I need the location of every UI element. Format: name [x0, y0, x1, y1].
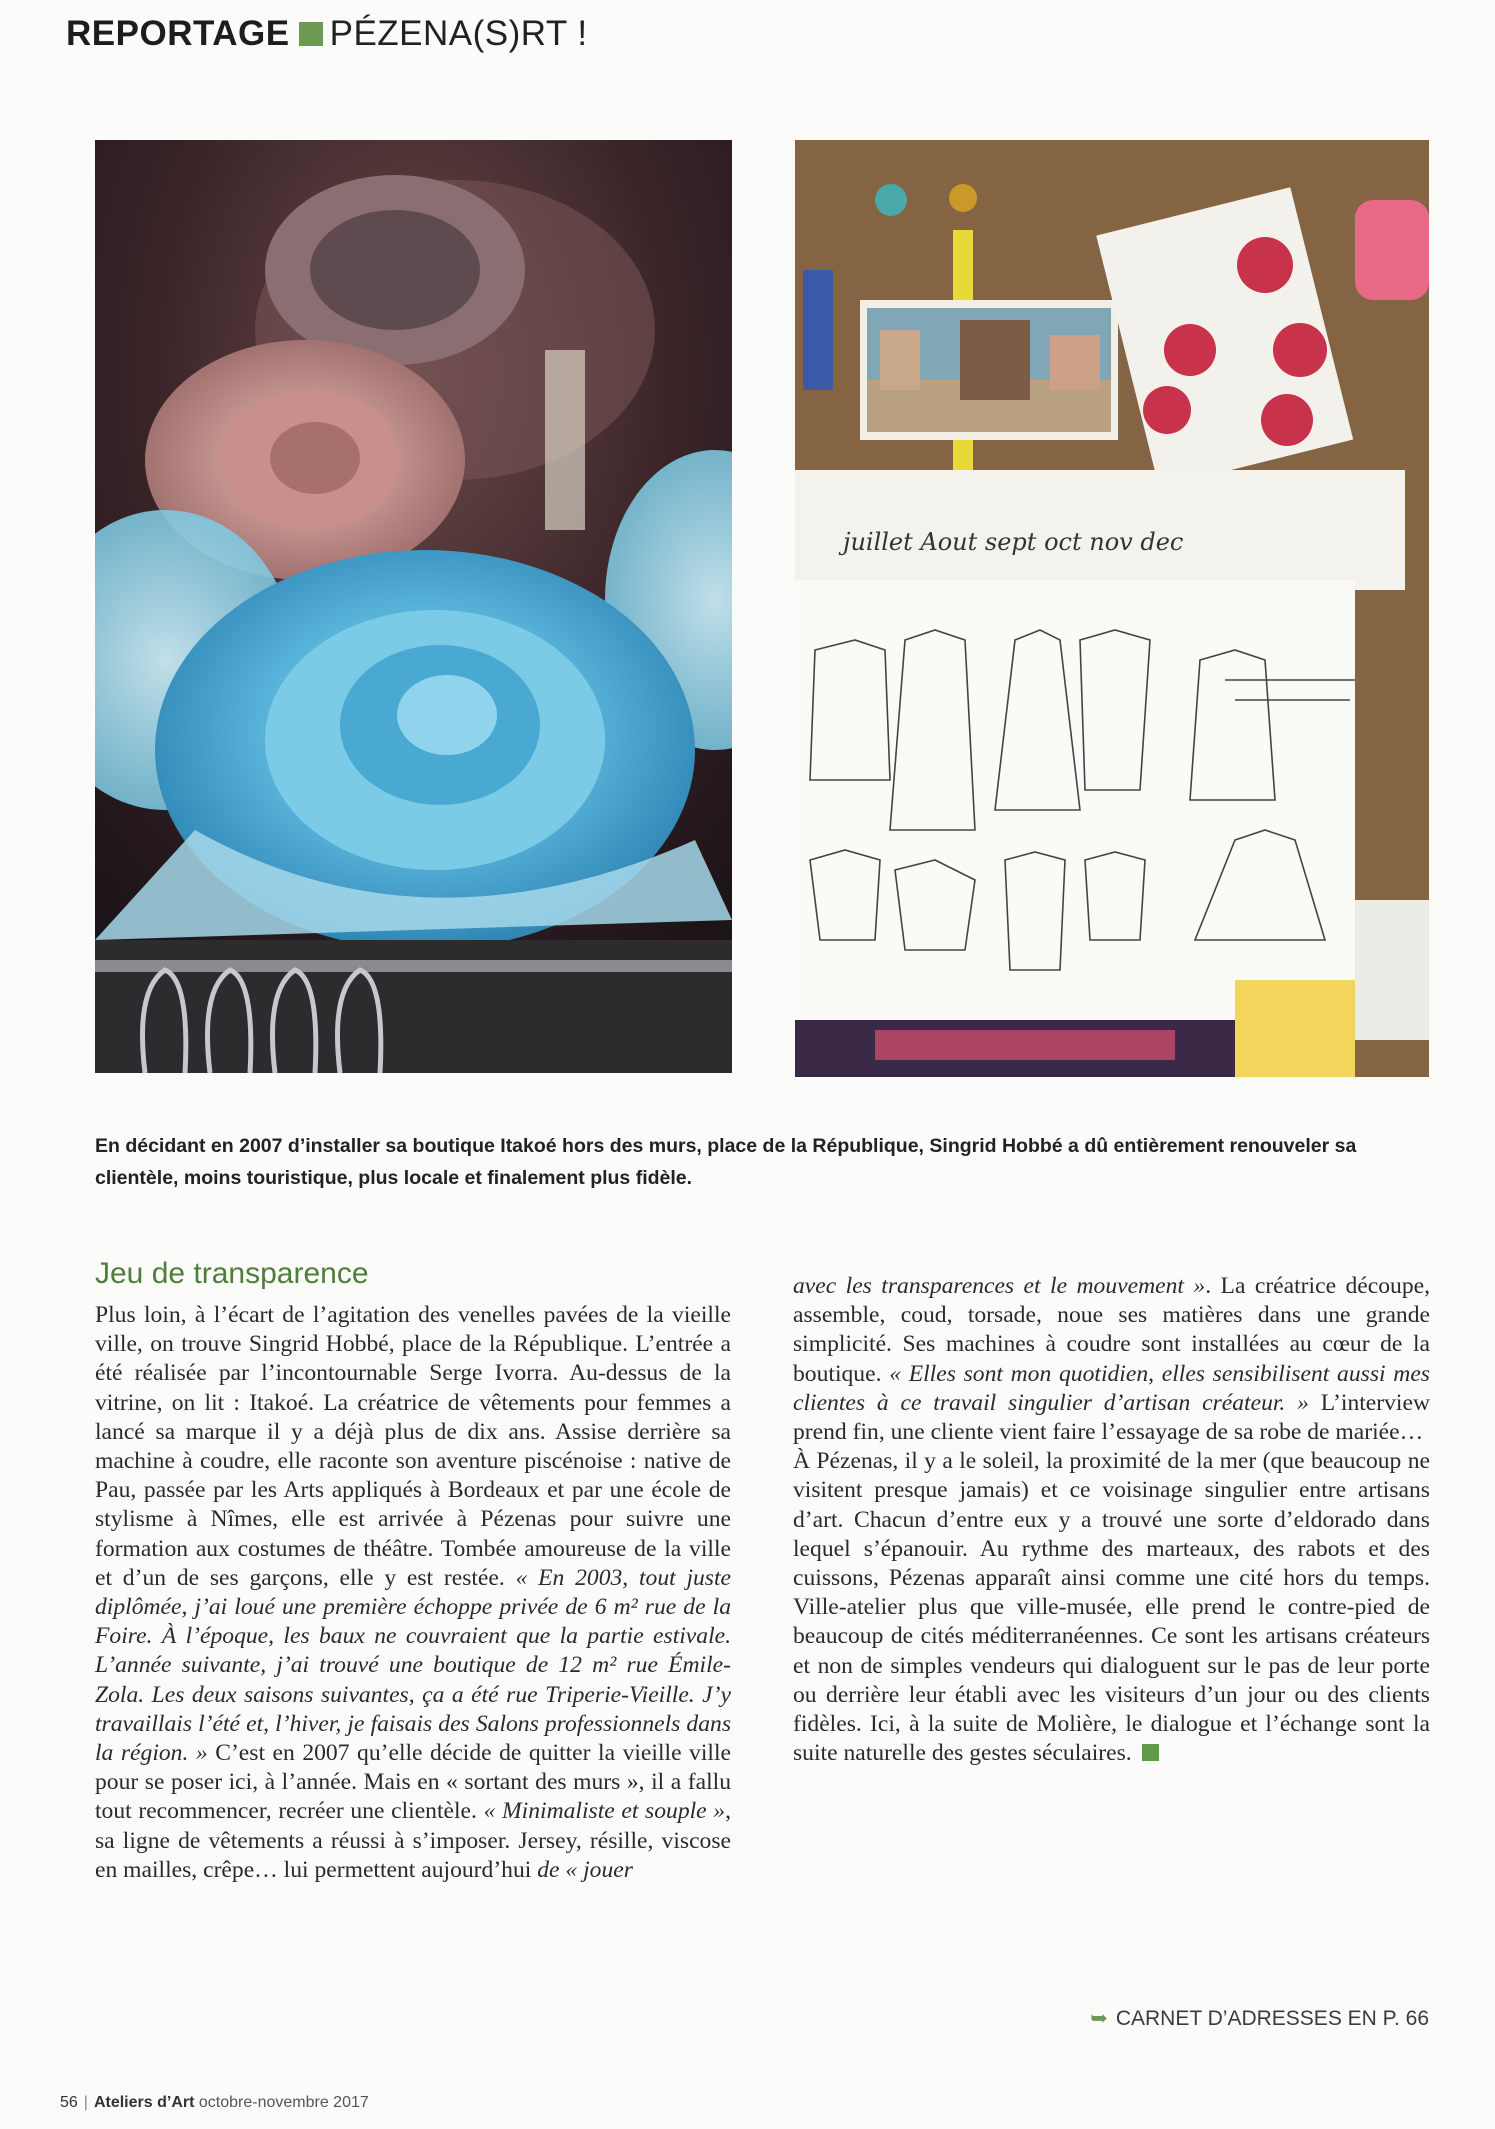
body-text: . La créatrice découpe, assemble, coud, torsade, noue ses matières dans une grande simplicité. Ses machines à coudre sont installées au cœur de la boutique. — [793, 1273, 1430, 1387]
body-text: C’est en 2007 qu’elle décide de quitter la vieille ville pour se poser ici, à l’année. Mais en « sortant des murs », il a fallu tout recommencer, recréer une clientèle. — [95, 1740, 731, 1825]
quote-text: « Elles sont mon quotidien, elles sensibilisent aussi mes clientes à ce travail singulier d’artisan créateur. » — [793, 1360, 1430, 1416]
article-paragraph — [95, 1301, 731, 1885]
address-crossref — [1090, 2005, 1429, 2033]
arrow-icon: ➥ — [1090, 2007, 1108, 2030]
blue-fabric-rose-photo — [95, 140, 732, 1073]
quote-text: avec les transparences et le mouvement » — [793, 1273, 1206, 1299]
corkboard-illustration — [795, 140, 1429, 1077]
quote-text: « En 2003, tout juste diplômée, j’ai loué une première échoppe privée de 6 m² rue de la Foire. À l’époque, les baux ne couvraient que la partie estivale. L’année suivante, j’ai trouvé une boutique de 12 m² rue Émile-Zola. Les deux saisons suivantes, ça a été rue Triperie-Vieille. J’y travaillais l’été et, l’hiver, je faisais des Salons professionnels dans la région. » — [95, 1564, 731, 1767]
body-text: L’interview prend fin, une cliente vient faire l’essayage de sa robe de mariée… — [793, 1389, 1431, 1446]
article-paragraph — [793, 1272, 1430, 1447]
issue-date: octobre-novembre 2017 — [198, 2094, 369, 2111]
page-footer — [60, 2092, 369, 2114]
quote-text: « Minimaliste et souple » — [483, 1798, 726, 1825]
end-mark-icon — [1142, 1744, 1159, 1761]
page-header — [66, 12, 588, 56]
photo-caption: En décidant en 2007 d’installer sa boutique Itakoé hors des murs, place de la République, Singrid Hobbé a dû entièrement renouveler sa clientèle, moins touristique, plus locale et finalement plus fidèle. — [95, 1135, 1357, 1189]
crossref-text: CARNET D’ADRESSES EN P. 66 — [1115, 2007, 1429, 2030]
article-paragraph — [793, 1447, 1430, 1768]
corkboard-sketch-photo — [795, 140, 1429, 1077]
magazine-name: Ateliers d’Art — [93, 2094, 195, 2111]
quote-text: de « jouer — [537, 1856, 633, 1883]
article-subject: PÉZENA(S)RT ! — [329, 14, 588, 53]
footer-separator: | — [83, 2094, 88, 2111]
green-square-icon — [299, 22, 323, 46]
article-column-left — [95, 1301, 731, 1885]
section-label: REPORTAGE — [66, 14, 290, 53]
sketch-months-text: juillet Aout sept oct nov dec — [843, 528, 1184, 556]
article-column-right — [793, 1272, 1430, 1768]
body-text: , sa ligne de vêtements a réussi à s’imposer. Jersey, résille, viscose en mailles, crêpe… lui permettent aujourd’hui — [95, 1798, 731, 1883]
article-subhead: Jeu de transparence — [95, 1257, 369, 1290]
body-text: Plus loin, à l’écart de l’agitation des venelles pavées de la vieille ville, on trouve Singrid Hobbé, place de la République. L’entrée a été réalisée par l’incontournable Serge Ivorra. Au-dessus de la vitrine, on lit : Itakoé. La créatrice de vêtements pour femmes a lancé sa marque il y a déjà plus de dix ans. Assise derrière sa machine à coudre, elle raconte son aventure piscénoise : native de Pau, passée par les Arts appliqués à Bordeaux et par une école de stylisme à Nîmes, elle est arrivée à Pézenas pour suivre une formation aux costumes de théâtre. Tombée amoureuse de la ville et d’un de ses garçons, elle y est restée. — [95, 1302, 731, 1591]
body-text: À Pézenas, il y a le soleil, la proximité de la mer (que beaucoup ne visitent presque jamais) et ce voisinage singulier entre artisans d’art. Chacun d’entre eux y a trouvé une sorte d’eldorado dans lequel s’épanouir. Au rythme des marteaux, des rabots et des cuissons, Pézenas apparaît ainsi comme une cité hors du temps. Ville-atelier plus que ville-musée, elle prend le contre-pied de beaucoup de cités méditerranéennes. Ce sont les artisans créateurs et non de simples vendeurs qui dialoguent sur le pas de leur porte ou derrière leur établi avec les visiteurs d’un jour ou des clients fidèles. Ici, à la suite de Molière, le dialogue et l’échange sont la suite naturelle des gestes séculaires. — [793, 1448, 1430, 1767]
page-number: 56 — [60, 2094, 78, 2111]
fabric-rose-illustration — [95, 140, 732, 1073]
